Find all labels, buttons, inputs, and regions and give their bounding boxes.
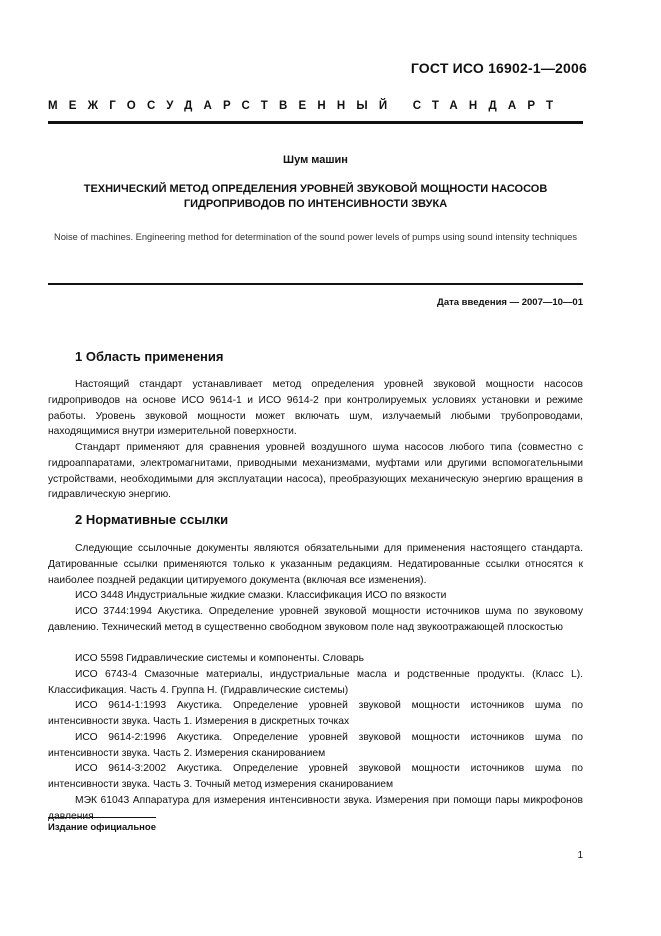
introduction-date: Дата введения — 2007—10—01 bbox=[437, 297, 583, 308]
document-subject: Шум машин bbox=[283, 154, 348, 166]
reference-item: ИСО 9614-3:2002 Акустика. Определение уровней звуковой мощности источников шума по интенсивности звука. Часть 3. Точный метод измерения сканированием bbox=[48, 763, 583, 790]
reference-item: ИСО 6743-4 Смазочные материалы, индустриальные масла и родственные продукты. (Класс L). Классификация. Часть 4. Группа H. (Гидравлические системы) bbox=[48, 669, 583, 696]
paragraph: Стандарт применяют для сравнения уровней воздушного шума насосов любого типа (совместно с гидроаппаратами, электромагнитами, приводными механизмами, муфтами или другими вспомогательными устройствами, необходимыми для эксплуатации насоса), преобразующих механическую энергию вращения в гидравлическую энергию. bbox=[48, 442, 583, 501]
paragraph: Настоящий стандарт устанавливает метод определения уровней звуковой мощности насосов гидроприводов на основе ИСО 9614-1 и ИСО 9614-2 при контролируемых условиях установки и режиме работы. Уровень звуковой мощности может включать шум, излучаемый любыми трубопроводами, находящимися внутри измерительной поверхности. bbox=[48, 379, 583, 438]
official-edition-label: Издание официальное bbox=[48, 822, 156, 833]
reference-item: ИСО 5598 Гидравлические системы и компоненты. Словарь bbox=[75, 653, 364, 664]
reference-item: ИСО 9614-2:1996 Акустика. Определение уровней звуковой мощности источников шума по интенсивности звука. Часть 2. Измерения сканированием bbox=[48, 732, 583, 759]
document-title-en: Noise of machines. Engineering method for determination of the sound power levels of pumps using sound intensity techniques bbox=[54, 232, 577, 242]
section-heading-scope: 1 Область применения bbox=[75, 349, 224, 364]
footer-divider bbox=[48, 817, 156, 818]
reference-item: ИСО 3448 Индустриальные жидкие смазки. Классификация ИСО по вязкости bbox=[75, 590, 447, 601]
reference-item: ИСО 9614-1:1993 Акустика. Определение уровней звуковой мощности источников шума по интенсивности звука. Часть 1. Измерения в дискретных точках bbox=[48, 700, 583, 727]
reference-item: ИСО 3744:1994 Акустика. Определение уровней звуковой мощности источников шума по звуковому давлению. Технический метод в существенно свободном звуковом поле над звукоотражающей плоскостью bbox=[48, 606, 583, 633]
document-title-ru: ТЕХНИЧЕСКИЙ МЕТОД ОПРЕДЕЛЕНИЯ УРОВНЕЙ ЗВУКОВОЙ МОЩНОСТИ НАСОСОВ ГИДРОПРИВОДОВ ПО ИНТЕНСИВНОСТИ ЗВУКА bbox=[83, 183, 548, 210]
header-divider bbox=[48, 121, 583, 124]
title-divider bbox=[48, 283, 583, 285]
standard-type-banner: МЕЖГОСУДАРСТВЕННЫЙ СТАНДАРТ bbox=[48, 100, 565, 112]
page-number: 1 bbox=[577, 850, 583, 861]
paragraph: Следующие ссылочные документы являются обязательными для применения настоящего стандарта. Датированные ссылки применяются только к указанным редакциям. Недатированные ссылки относятся к наиболее поздней редакции цитируемого документа (включая все изменения). bbox=[48, 543, 583, 586]
document-code: ГОСТ ИСО 16902-1—2006 bbox=[410, 60, 587, 76]
reference-item: МЭК 61043 Аппаратура для измерения интенсивности звука. Измерения при помощи пары микрофонов bbox=[75, 795, 583, 806]
section-heading-references: 2 Нормативные ссылки bbox=[75, 512, 229, 527]
